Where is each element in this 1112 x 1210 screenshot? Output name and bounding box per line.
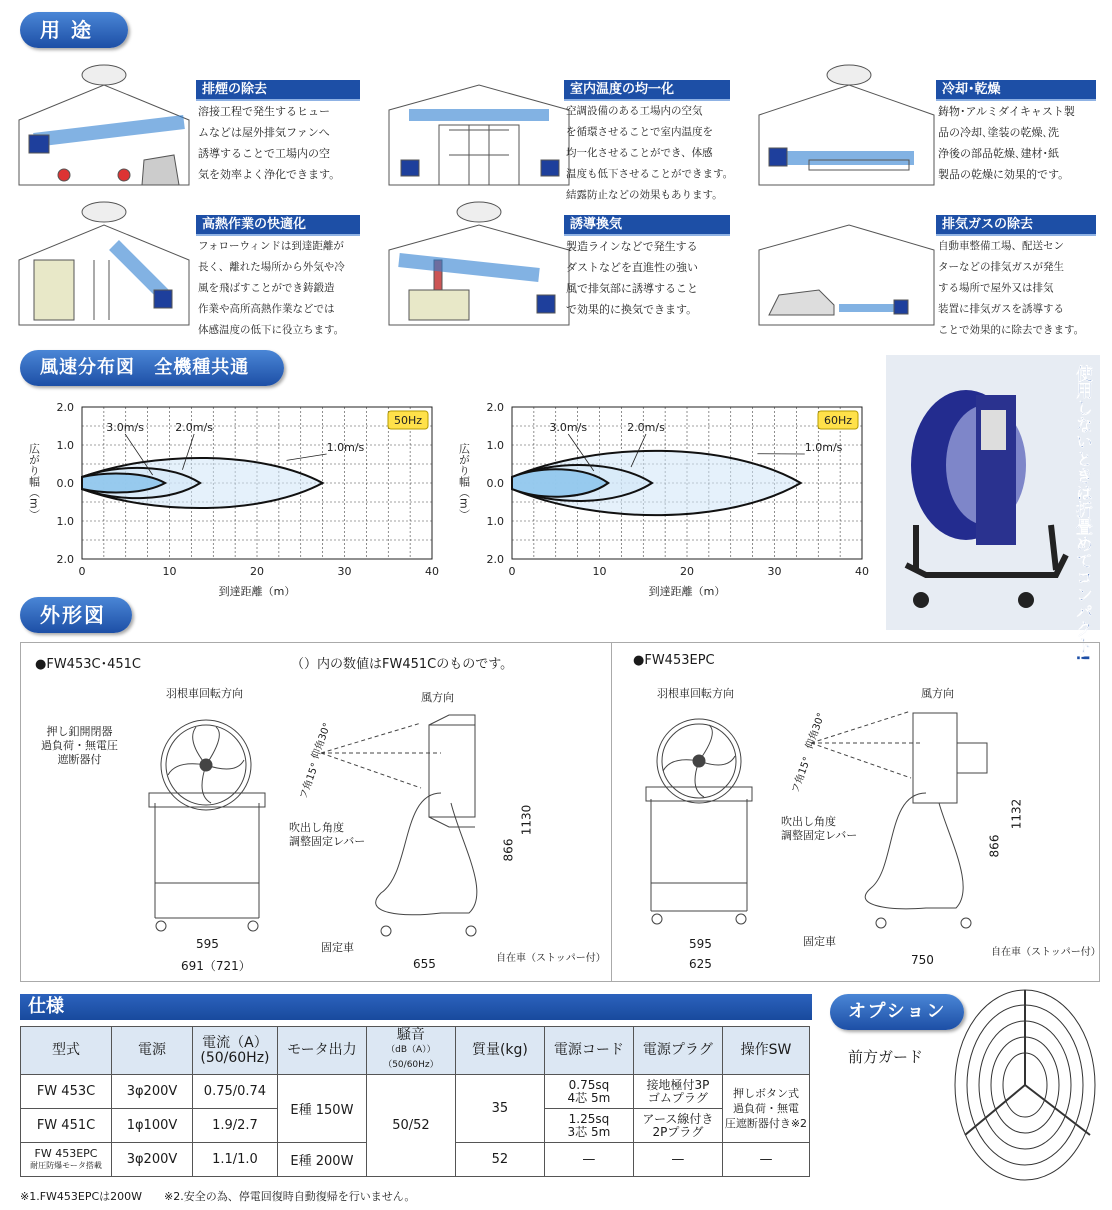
y-tick-label: 0.0	[56, 477, 74, 490]
x-tick-label: 40	[425, 565, 439, 578]
label-wind-left: 風方向	[421, 691, 454, 704]
series-label: 3.0m/s	[549, 421, 588, 434]
spec-cell-sw: 押しボタン式 過負荷・無電 圧遮断器付き※2	[722, 1075, 809, 1143]
hz-badge: 50Hz	[393, 414, 423, 427]
dim-left-d: 655	[413, 957, 436, 971]
use-title-cooling: 冷却･乾燥	[936, 80, 1096, 101]
spec-cell-model: FW 453EPC 耐圧防爆モータ搭載	[21, 1143, 112, 1177]
y-axis-label: 広がり幅（m）	[27, 443, 41, 520]
dim-left-w2: 691（721）	[181, 959, 251, 973]
dim-left-h2: 1130	[519, 804, 534, 836]
label-fixed-right: 固定車	[803, 935, 836, 948]
spec-cell-cord: —	[544, 1143, 633, 1177]
dim-right-w1: 595	[689, 937, 712, 951]
spec-cell-mass-common: 35	[455, 1075, 544, 1143]
spec-footnote: ※1.FW453EPCは200W ※2.安全の為、停電回復時自動復帰を行いません。	[20, 1190, 416, 1203]
use-title-temperature: 室内温度の均一化	[564, 80, 730, 101]
use-title-heat: 高熱作業の快適化	[196, 215, 360, 236]
y-tick-label: 2.0	[486, 553, 504, 566]
illustration-ventilation	[389, 202, 569, 325]
spec-cell-plug2: アース線付き 2Pプラグ	[633, 1109, 722, 1143]
spec-cell-current: 0.75/0.74	[192, 1075, 277, 1109]
use-text-temperature: 空調設備のある工場内の空気 を循環させることで室内温度を 均一化させることができ、体感 温度も低下させることができます。 結露防止などの効果もあります。	[566, 105, 734, 201]
x-tick-label: 30	[337, 565, 352, 578]
spec-header-mass: 質量(kg)	[455, 1027, 544, 1075]
y-tick-label: 2.0	[56, 553, 74, 566]
x-axis-label: 到達距離（m）	[218, 585, 296, 598]
series-label: 1.0m/s	[326, 441, 365, 454]
label-angle-up-left: 仰角30°	[310, 721, 334, 761]
series-label: 3.0m/s	[106, 421, 144, 434]
wind-chart-50hz	[20, 395, 440, 605]
label-angle-up-right: 仰角30°	[804, 711, 828, 751]
y-axis-label: 広がり幅（m）	[457, 443, 471, 520]
x-tick-label: 0	[78, 565, 86, 578]
folded-caption: 使用しないときは折畳めてコンパクト!	[1072, 365, 1092, 662]
illustration-temperature	[389, 85, 569, 185]
x-tick-label: 40	[855, 565, 869, 578]
dim-right-w2: 625	[689, 957, 712, 971]
outline-left-title: ●FW453C･451C	[35, 657, 141, 672]
use-text-exhaust: 自動車整備工場、配送セン ターなどの排気ガスが発生 する場所で屋外又は排気 装置に排気ガスを誘導する ことで効果的に除去できます。	[938, 240, 1085, 336]
use-text-fume: 溶接工程で発生するヒュー ムなどは屋外排気ファンへ 誘導することで工場内の空 気を効率よく浄化できます。	[198, 105, 341, 181]
label-caster-left: 自在車（ストッパー付）	[496, 953, 606, 964]
label-angle-down-right: フ角15°	[790, 755, 814, 795]
label-lever-right: 吹出し角度 調整固定レバー	[781, 815, 858, 842]
spec-cell-model: FW 453C	[21, 1075, 112, 1109]
illustration-cooling	[759, 65, 934, 185]
spec-header-sw: 操作SW	[722, 1027, 809, 1075]
spec-cell-cord2: 1.25sq 3芯 5m	[544, 1109, 633, 1143]
illustration-heat	[19, 202, 189, 325]
dim-right-h1: 866	[987, 834, 1002, 858]
x-tick-label: 20	[680, 565, 694, 578]
label-fixed-left: 固定車	[321, 941, 354, 954]
dim-right-h2: 1132	[1009, 798, 1024, 830]
use-text-ventilation: 製造ラインなどで発生する ダストなどを直進性の強い 風で排気部に誘導すること で効果的に換気できます。	[566, 240, 698, 316]
spec-header-power: 電源	[112, 1027, 193, 1075]
spec-cell-motor-common: E種 150W	[277, 1075, 366, 1143]
y-tick-label: 2.0	[486, 401, 504, 414]
x-tick-label: 30	[767, 565, 782, 578]
label-lever-left: 吹出し角度 調整固定レバー	[289, 821, 366, 848]
spec-cell-noise: 50/52	[366, 1075, 455, 1177]
label-wind-right: 風方向	[921, 687, 954, 700]
dim-left-w1: 595	[196, 937, 219, 951]
wind-subtitle: 全機種共通	[154, 357, 250, 378]
option-section-title: オプション	[830, 994, 964, 1030]
label-rotation-left: 羽根車回転方向	[166, 687, 243, 700]
spec-header-plug: 電源プラグ	[633, 1027, 722, 1075]
spec-cell-plug: —	[633, 1143, 722, 1177]
x-tick-label: 10	[162, 565, 177, 578]
x-tick-label: 10	[592, 565, 607, 578]
outline-right-title: ●FW453EPC	[633, 653, 715, 668]
spec-cell-current: 1.1/1.0	[192, 1143, 277, 1177]
spec-cell-current: 1.9/2.7	[192, 1109, 277, 1143]
y-tick-label: 2.0	[56, 401, 74, 414]
spec-section-title: 仕様	[20, 994, 812, 1020]
y-tick-label: 1.0	[56, 439, 74, 452]
usage-section-title: 用 途	[20, 12, 128, 48]
x-tick-label: 0	[508, 565, 516, 578]
label-switch: 押し釦開閉器 過負荷・無電圧 遮断器付	[41, 725, 118, 766]
outline-section-title: 外形図	[20, 597, 132, 633]
y-tick-label: 1.0	[486, 439, 504, 452]
x-tick-label: 20	[250, 565, 264, 578]
use-title-fume: 排煙の除去	[196, 80, 360, 101]
illustration-fume	[19, 65, 189, 185]
spec-table	[20, 1026, 810, 1177]
front-guard-illustration	[950, 985, 1100, 1185]
spec-cell-sw: —	[722, 1143, 809, 1177]
illustration-exhaust	[759, 225, 934, 325]
y-tick-label: 0.0	[486, 477, 504, 490]
outline-drawing-frame	[20, 642, 1100, 982]
wind-title-text: 風速分布図	[40, 357, 135, 378]
spec-header-model: 型式	[21, 1027, 112, 1075]
label-rotation-right: 羽根車回転方向	[657, 687, 734, 700]
spec-cell-mass: 52	[455, 1143, 544, 1177]
hz-badge: 60Hz	[823, 414, 853, 427]
label-angle-down-left: フ角15°	[298, 761, 322, 801]
series-leader	[287, 454, 327, 460]
x-axis-label: 到達距離（m）	[648, 585, 726, 598]
spec-cell-power: 3φ200V	[112, 1143, 193, 1177]
series-label: 2.0m/s	[627, 421, 665, 434]
spec-cell-model: FW 451C	[21, 1109, 112, 1143]
use-text-cooling: 鋳物･アルミダイキャスト製 品の冷却､塗装の乾燥､洗 浄後の部品乾燥､建材･紙 製品の乾燥に効果的です。	[938, 105, 1075, 181]
dim-right-d: 750	[911, 953, 934, 967]
spec-header-motor: モータ出力	[277, 1027, 366, 1075]
series-label: 1.0m/s	[804, 441, 843, 454]
spec-cell-power: 1φ100V	[112, 1109, 193, 1143]
outline-note: （）内の数値はFW451Cのものです。	[291, 657, 514, 672]
spec-cell-cord1: 0.75sq 4芯 5m	[544, 1075, 633, 1109]
outline-drawings	[21, 643, 1099, 981]
spec-cell-motor: E種 200W	[277, 1143, 366, 1177]
use-title-ventilation: 誘導換気	[564, 215, 730, 236]
use-title-exhaust: 排気ガスの除去	[936, 215, 1096, 236]
spec-cell-power: 3φ200V	[112, 1075, 193, 1109]
wind-chart-60hz	[450, 395, 870, 605]
spec-header-cord: 電源コード	[544, 1027, 633, 1075]
option-label: 前方ガード	[848, 1048, 924, 1066]
spec-cell-plug1: 接地極付3P ゴムプラグ	[633, 1075, 722, 1109]
y-tick-label: 1.0	[486, 515, 504, 528]
y-tick-label: 1.0	[56, 515, 74, 528]
spec-header-current: 電流（A）(50/60Hz)	[192, 1027, 277, 1075]
spec-header-noise: 騒音 （dB（A））（50/60Hz）	[366, 1027, 455, 1075]
use-text-heat: フォローウィンドは到達距離が 長く、離れた場所から外気や冷 風を飛ばすことができ鋳鍛造 作業や高所高熱作業などでは 体感温度の低下に役立ちます。	[198, 240, 345, 336]
wind-section-title	[20, 350, 284, 386]
dim-left-h1: 866	[501, 838, 516, 862]
series-label: 2.0m/s	[175, 421, 213, 434]
label-caster-right: 自在車（ストッパー付）	[991, 947, 1101, 958]
